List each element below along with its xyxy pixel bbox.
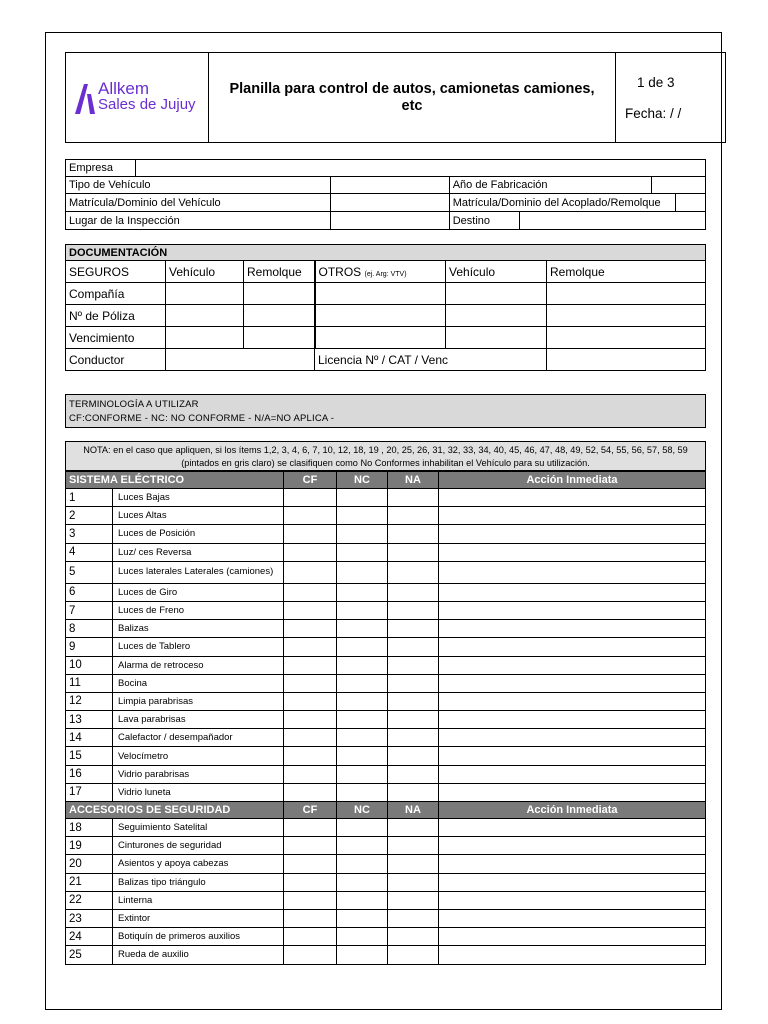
item-number: 10: [66, 656, 113, 674]
item-nc-cell[interactable]: [337, 765, 388, 783]
checklist-row: [66, 837, 706, 855]
item-cf-cell[interactable]: [284, 946, 337, 964]
item-number: 15: [66, 747, 113, 765]
item-na-cell[interactable]: [388, 747, 439, 765]
item-nc-cell[interactable]: [337, 638, 388, 656]
item-accion-cell[interactable]: [439, 638, 706, 656]
item-number: 23: [66, 909, 113, 927]
seguros-vehiculo-header: Vehículo: [166, 261, 244, 283]
terminologia-box: [65, 394, 706, 428]
checklist-row: [66, 909, 706, 927]
item-accion-cell[interactable]: [439, 837, 706, 855]
item-na-cell[interactable]: [388, 525, 439, 543]
item-label: Calefactor / desempañador: [113, 729, 284, 747]
item-number: 12: [66, 692, 113, 710]
item-na-cell[interactable]: [388, 601, 439, 619]
item-na-cell[interactable]: [388, 928, 439, 946]
section-header: [66, 472, 706, 489]
matricula-vehiculo-label: Matrícula/Dominio del Vehículo: [66, 194, 331, 212]
item-nc-cell[interactable]: [337, 747, 388, 765]
item-na-cell[interactable]: [388, 561, 439, 583]
item-na-cell[interactable]: [388, 620, 439, 638]
vencimiento-vehiculo-input[interactable]: [166, 327, 244, 349]
item-accion-cell[interactable]: [439, 747, 706, 765]
page-number: 1 de 3: [637, 74, 675, 90]
anio-fabricacion-label: Año de Fabricación: [449, 177, 651, 194]
item-cf-cell[interactable]: [284, 837, 337, 855]
checklist-row: [66, 543, 706, 561]
item-label: Luces de Tablero: [113, 638, 284, 656]
seguros-label: SEGUROS: [66, 261, 166, 283]
item-label: Luces de Freno: [113, 601, 284, 619]
logo-line2: Sales de Jujuy: [98, 96, 196, 113]
column-header-nc: NC: [337, 802, 388, 819]
item-nc-cell[interactable]: [337, 946, 388, 964]
checklist-row: [66, 765, 706, 783]
checklist-row: [66, 711, 706, 729]
item-accion-cell[interactable]: [439, 656, 706, 674]
item-number: 20: [66, 855, 113, 873]
item-accion-cell[interactable]: [439, 928, 706, 946]
item-nc-cell[interactable]: [337, 543, 388, 561]
item-cf-cell[interactable]: [284, 601, 337, 619]
item-na-cell[interactable]: [388, 819, 439, 837]
item-cf-cell[interactable]: [284, 543, 337, 561]
item-number: 14: [66, 729, 113, 747]
nota-box: NOTA: en el caso que apliquen, si los ítems 1,2, 3, 4, 6, 7, 10, 12, 18, 19 , 20, 25, 26, 31, 32, 33, 34, 40, 45, 46, 47, 48, 49, 52, 54, 55, 56, 57, 58, 59 (pintados en gris claro) se clasifiquen como No Conformes inhabilitan el Vehículo para su utilización.: [65, 441, 706, 471]
item-number: 16: [66, 765, 113, 783]
otros-compania-input[interactable]: [315, 283, 446, 305]
item-na-cell[interactable]: [388, 765, 439, 783]
company-logo: [75, 81, 205, 114]
column-header-nc: NC: [337, 472, 388, 489]
conductor-label: Conductor: [66, 349, 166, 371]
otros-poliza-input[interactable]: [315, 305, 446, 327]
item-cf-cell[interactable]: [284, 561, 337, 583]
item-na-cell[interactable]: [388, 873, 439, 891]
item-label: Balizas tipo triángulo: [113, 873, 284, 891]
item-number: 13: [66, 711, 113, 729]
checklist-row: [66, 620, 706, 638]
logo-cell: [66, 53, 209, 143]
allkem-logo-icon: [75, 84, 95, 114]
vencimiento-remolque-input[interactable]: [244, 327, 315, 349]
item-label: Luces Altas: [113, 507, 284, 525]
item-accion-cell[interactable]: [439, 525, 706, 543]
item-nc-cell[interactable]: [337, 525, 388, 543]
item-nc-cell[interactable]: [337, 583, 388, 601]
lugar-inspeccion-label: Lugar de la Inspección: [66, 212, 331, 230]
item-label: Luces laterales Laterales (camiones): [113, 561, 284, 583]
item-nc-cell[interactable]: [337, 507, 388, 525]
item-accion-cell[interactable]: [439, 765, 706, 783]
item-cf-cell[interactable]: [284, 729, 337, 747]
item-label: Vidrio luneta: [113, 783, 284, 801]
item-cf-cell[interactable]: [284, 928, 337, 946]
otros-vehiculo-input-2[interactable]: [446, 305, 547, 327]
column-header-na: NA: [388, 472, 439, 489]
item-label: Vidrio parabrisas: [113, 765, 284, 783]
lugar-inspeccion-input[interactable]: [330, 212, 449, 230]
column-header-cf: CF: [284, 472, 337, 489]
otros-remolque-header: Remolque: [547, 261, 706, 283]
item-accion-cell[interactable]: [439, 819, 706, 837]
item-number: 11: [66, 674, 113, 692]
item-nc-cell[interactable]: [337, 873, 388, 891]
item-label: Bocina: [113, 674, 284, 692]
item-accion-cell[interactable]: [439, 909, 706, 927]
poliza-label: Nº de Póliza: [66, 305, 166, 327]
item-accion-cell[interactable]: [439, 507, 706, 525]
item-accion-cell[interactable]: [439, 601, 706, 619]
item-number: 4: [66, 543, 113, 561]
item-cf-cell[interactable]: [284, 692, 337, 710]
licencia-label: Licencia Nº / CAT / Venc: [315, 349, 547, 371]
checklist-row: [66, 601, 706, 619]
item-number: 17: [66, 783, 113, 801]
checklist-row: [66, 674, 706, 692]
poliza-remolque-input[interactable]: [244, 305, 315, 327]
checklist-table: [65, 471, 706, 965]
compania-remolque-input[interactable]: [244, 283, 315, 305]
item-nc-cell[interactable]: [337, 561, 388, 583]
item-cf-cell[interactable]: [284, 711, 337, 729]
item-accion-cell[interactable]: [439, 711, 706, 729]
item-na-cell[interactable]: [388, 674, 439, 692]
checklist-row: [66, 507, 706, 525]
item-label: Rueda de auxilio: [113, 946, 284, 964]
item-accion-cell[interactable]: [439, 891, 706, 909]
item-cf-cell[interactable]: [284, 656, 337, 674]
item-nc-cell[interactable]: [337, 489, 388, 507]
item-na-cell[interactable]: [388, 837, 439, 855]
otros-vencimiento-input[interactable]: [315, 327, 446, 349]
section-header: [66, 802, 706, 819]
item-number: 24: [66, 928, 113, 946]
section-title: ACCESORIOS DE SEGURIDAD: [66, 802, 284, 819]
item-na-cell[interactable]: [388, 507, 439, 525]
item-na-cell[interactable]: [388, 656, 439, 674]
conductor-input[interactable]: [166, 349, 315, 371]
item-cf-cell[interactable]: [284, 873, 337, 891]
item-nc-cell[interactable]: [337, 928, 388, 946]
document-title: Planilla para control de autos, camionetas camiones, etc: [209, 53, 616, 143]
item-cf-cell[interactable]: [284, 507, 337, 525]
checklist-row: [66, 561, 706, 583]
terminologia-title: TERMINOLOGÍA A UTILIZAR: [69, 399, 199, 410]
otros-label: OTROS (ej. Arg: VTV): [315, 261, 446, 283]
checklist-row: [66, 489, 706, 507]
item-label: Limpia parabrisas: [113, 692, 284, 710]
checklist-row: [66, 656, 706, 674]
terminologia-text: CF:CONFORME - NC: NO CONFORME - N/A=NO APLICA -: [69, 413, 335, 424]
item-cf-cell[interactable]: [284, 620, 337, 638]
item-na-cell[interactable]: [388, 729, 439, 747]
item-number: 25: [66, 946, 113, 964]
destino-label: Destino: [450, 212, 520, 229]
item-cf-cell[interactable]: [284, 783, 337, 801]
destino-input[interactable]: [520, 212, 705, 229]
checklist-row: [66, 891, 706, 909]
item-number: 2: [66, 507, 113, 525]
date-field[interactable]: Fecha: / /: [625, 105, 682, 121]
item-nc-cell[interactable]: [337, 674, 388, 692]
otros-vehiculo-header: Vehículo: [446, 261, 547, 283]
item-cf-cell[interactable]: [284, 674, 337, 692]
licencia-input[interactable]: [547, 349, 706, 371]
general-info-table: [65, 159, 706, 230]
item-accion-cell[interactable]: [439, 855, 706, 873]
item-nc-cell[interactable]: [337, 909, 388, 927]
seguros-remolque-header: Remolque: [244, 261, 315, 283]
matricula-acoplado-label: Matrícula/Dominio del Acoplado/Remolque: [450, 194, 676, 211]
item-number: 19: [66, 837, 113, 855]
item-accion-cell[interactable]: [439, 489, 706, 507]
item-accion-cell[interactable]: [439, 729, 706, 747]
item-na-cell[interactable]: [388, 909, 439, 927]
checklist-row: [66, 855, 706, 873]
item-nc-cell[interactable]: [337, 620, 388, 638]
column-header-accion: Acción Inmediata: [439, 802, 706, 819]
item-label: Linterna: [113, 891, 284, 909]
item-cf-cell[interactable]: [284, 525, 337, 543]
checklist-row: [66, 747, 706, 765]
item-na-cell[interactable]: [388, 891, 439, 909]
checklist-row: [66, 928, 706, 946]
item-accion-cell[interactable]: [439, 561, 706, 583]
column-header-cf: CF: [284, 802, 337, 819]
item-number: 22: [66, 891, 113, 909]
item-na-cell[interactable]: [388, 692, 439, 710]
documentacion-title: DOCUMENTACIÓN: [66, 245, 706, 261]
empresa-label: Empresa: [66, 160, 136, 177]
item-number: 21: [66, 873, 113, 891]
vencimiento-label: Vencimiento: [66, 327, 166, 349]
otros-remolque-input-1[interactable]: [547, 283, 706, 305]
compania-vehiculo-input[interactable]: [166, 283, 244, 305]
otros-vehiculo-input-3[interactable]: [446, 327, 547, 349]
item-nc-cell[interactable]: [337, 692, 388, 710]
logo-line1: Allkem: [98, 79, 150, 98]
otros-remolque-input-2[interactable]: [547, 305, 706, 327]
tipo-vehiculo-label: Tipo de Vehículo: [66, 177, 331, 194]
item-label: Botiquín de primeros auxilios: [113, 928, 284, 946]
poliza-vehiculo-input[interactable]: [166, 305, 244, 327]
item-number: 18: [66, 819, 113, 837]
empresa-input[interactable]: [136, 160, 706, 177]
item-na-cell[interactable]: [388, 946, 439, 964]
item-label: Lava parabrisas: [113, 711, 284, 729]
item-label: Alarma de retroceso: [113, 656, 284, 674]
item-nc-cell[interactable]: [337, 783, 388, 801]
item-accion-cell[interactable]: [439, 873, 706, 891]
item-number: 3: [66, 525, 113, 543]
item-cf-cell[interactable]: [284, 747, 337, 765]
item-na-cell[interactable]: [388, 489, 439, 507]
item-label: Velocímetro: [113, 747, 284, 765]
item-label: Extintor: [113, 909, 284, 927]
checklist-row: [66, 638, 706, 656]
item-na-cell[interactable]: [388, 583, 439, 601]
item-cf-cell[interactable]: [284, 638, 337, 656]
otros-vehiculo-input-1[interactable]: [446, 283, 547, 305]
item-number: 9: [66, 638, 113, 656]
item-label: Seguimiento Satelital: [113, 819, 284, 837]
item-na-cell[interactable]: [388, 638, 439, 656]
checklist-row: [66, 583, 706, 601]
item-number: 1: [66, 489, 113, 507]
item-cf-cell[interactable]: [284, 855, 337, 873]
item-cf-cell[interactable]: [284, 891, 337, 909]
item-accion-cell[interactable]: [439, 674, 706, 692]
otros-remolque-input-3[interactable]: [547, 327, 706, 349]
item-cf-cell[interactable]: [284, 489, 337, 507]
item-nc-cell[interactable]: [337, 837, 388, 855]
item-number: 5: [66, 561, 113, 583]
item-nc-cell[interactable]: [337, 601, 388, 619]
item-nc-cell[interactable]: [337, 656, 388, 674]
column-header-accion: Acción Inmediata: [439, 472, 706, 489]
item-cf-cell[interactable]: [284, 819, 337, 837]
item-cf-cell[interactable]: [284, 583, 337, 601]
item-label: Asientos y apoya cabezas: [113, 855, 284, 873]
matricula-acoplado-input[interactable]: [676, 194, 705, 211]
item-label: Luz/ ces Reversa: [113, 543, 284, 561]
item-nc-cell[interactable]: [337, 711, 388, 729]
item-accion-cell[interactable]: [439, 583, 706, 601]
item-accion-cell[interactable]: [439, 543, 706, 561]
item-accion-cell[interactable]: [439, 692, 706, 710]
anio-fabricacion-input[interactable]: [651, 177, 705, 194]
item-number: 6: [66, 583, 113, 601]
item-accion-cell[interactable]: [439, 783, 706, 801]
compania-label: Compañía: [66, 283, 166, 305]
checklist-row: [66, 692, 706, 710]
item-accion-cell[interactable]: [439, 946, 706, 964]
checklist-row: [66, 873, 706, 891]
checklist-row: [66, 946, 706, 964]
item-na-cell[interactable]: [388, 543, 439, 561]
item-label: Balizas: [113, 620, 284, 638]
item-accion-cell[interactable]: [439, 620, 706, 638]
item-nc-cell[interactable]: [337, 855, 388, 873]
item-na-cell[interactable]: [388, 783, 439, 801]
item-cf-cell[interactable]: [284, 765, 337, 783]
tipo-vehiculo-input[interactable]: [330, 177, 449, 194]
section-title: SISTEMA ELÉCTRICO: [66, 472, 284, 489]
item-cf-cell[interactable]: [284, 909, 337, 927]
matricula-vehiculo-input[interactable]: [330, 194, 449, 212]
item-na-cell[interactable]: [388, 711, 439, 729]
item-label: Luces Bajas: [113, 489, 284, 507]
item-nc-cell[interactable]: [337, 819, 388, 837]
item-number: 8: [66, 620, 113, 638]
document-header: [65, 52, 726, 143]
item-label: Luces de Posición: [113, 525, 284, 543]
item-number: 7: [66, 601, 113, 619]
item-na-cell[interactable]: [388, 855, 439, 873]
item-nc-cell[interactable]: [337, 891, 388, 909]
checklist-row: [66, 525, 706, 543]
checklist-row: [66, 783, 706, 801]
item-label: Cinturones de seguridad: [113, 837, 284, 855]
checklist-row: [66, 819, 706, 837]
page-info-cell: [616, 53, 726, 143]
checklist-row: [66, 729, 706, 747]
item-label: Luces de Giro: [113, 583, 284, 601]
documentacion-table: [65, 244, 706, 371]
item-nc-cell[interactable]: [337, 729, 388, 747]
column-header-na: NA: [388, 802, 439, 819]
